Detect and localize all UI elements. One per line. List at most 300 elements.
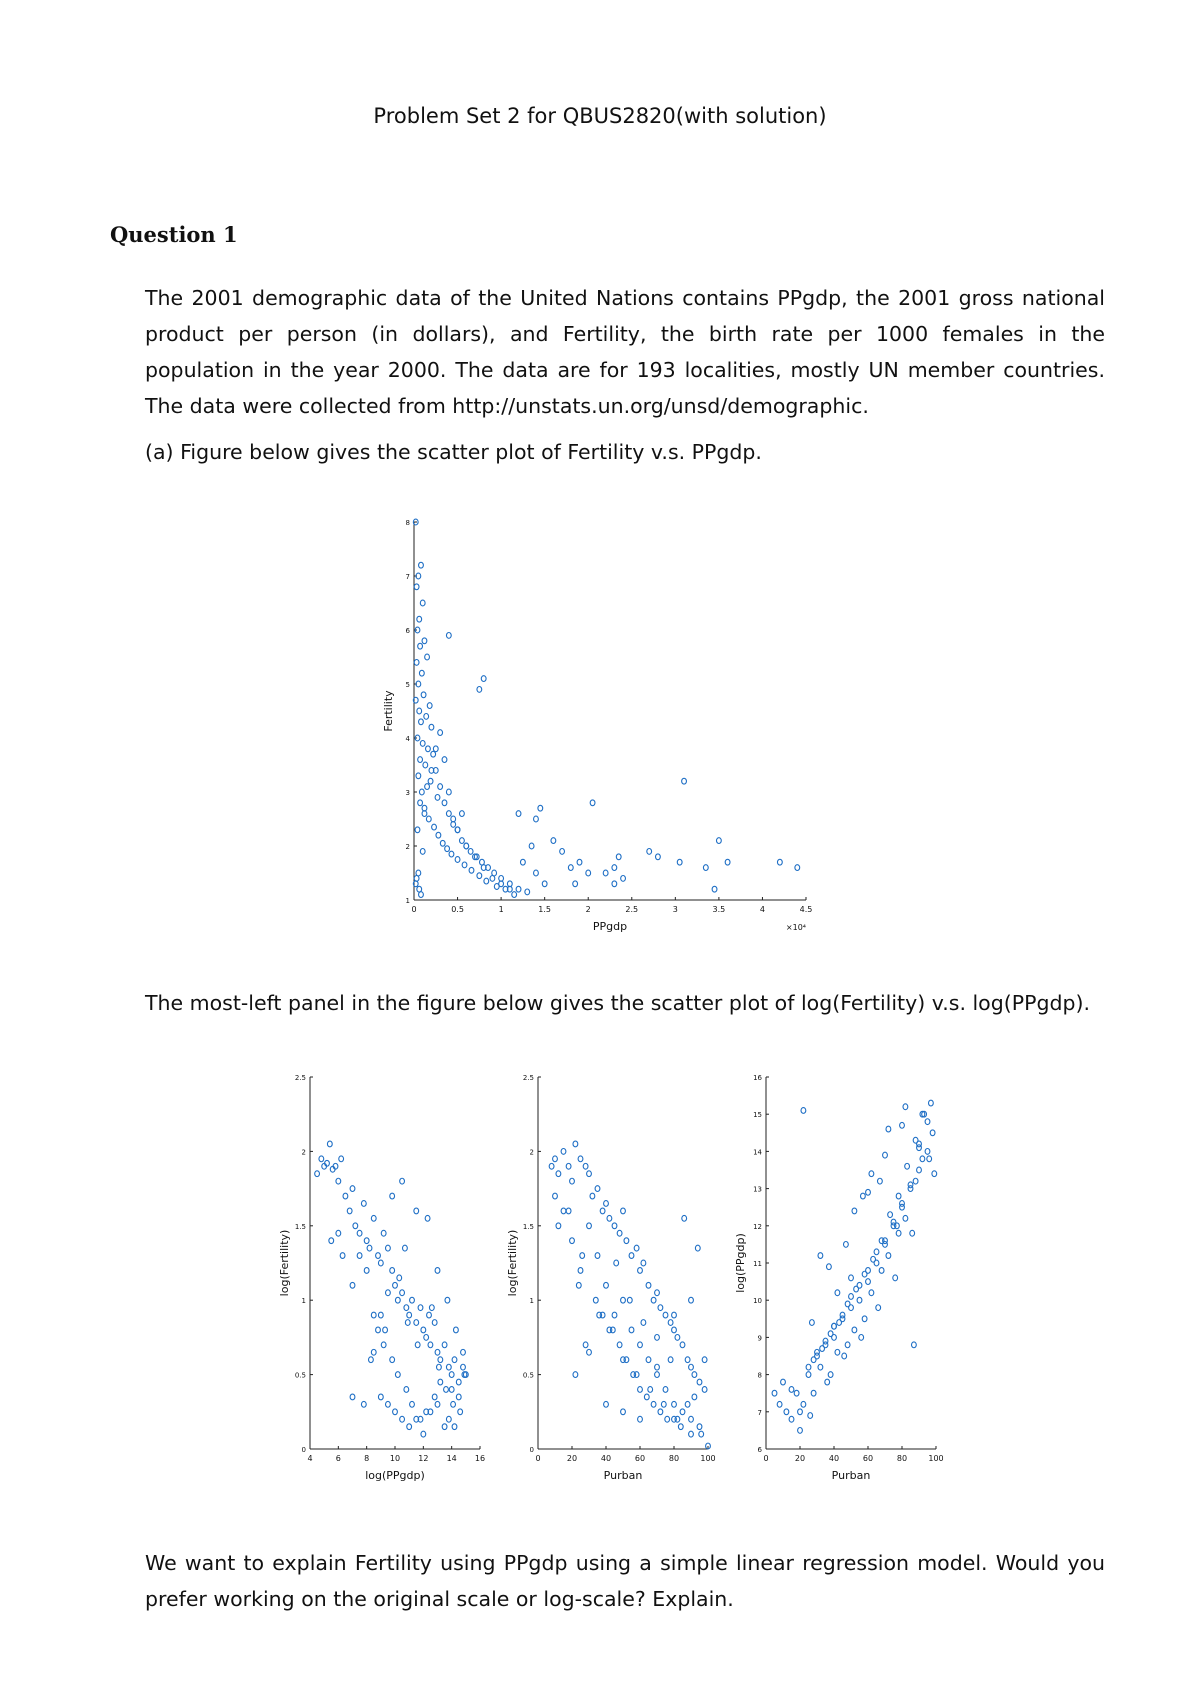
data-point bbox=[668, 1320, 673, 1326]
data-point bbox=[607, 1215, 612, 1221]
data-point bbox=[682, 1215, 687, 1221]
y-tick-label: 8 bbox=[757, 1371, 762, 1380]
data-point bbox=[336, 1230, 341, 1236]
data-point bbox=[806, 1372, 811, 1378]
data-point bbox=[801, 1401, 806, 1407]
data-point bbox=[566, 1163, 571, 1169]
data-point bbox=[419, 789, 424, 795]
data-point bbox=[403, 1245, 408, 1251]
data-point bbox=[400, 1178, 405, 1184]
data-point bbox=[587, 1223, 592, 1229]
data-point bbox=[930, 1130, 935, 1136]
data-point bbox=[481, 676, 486, 682]
data-point bbox=[361, 1401, 366, 1407]
data-point bbox=[876, 1305, 881, 1311]
data-point bbox=[364, 1268, 369, 1274]
data-point bbox=[578, 1156, 583, 1162]
y-tick-label: 6 bbox=[757, 1446, 762, 1454]
data-point bbox=[913, 1137, 918, 1143]
data-point bbox=[689, 1297, 694, 1303]
data-point bbox=[369, 1357, 374, 1363]
y-tick-label: 1.5 bbox=[522, 1222, 534, 1231]
data-point bbox=[456, 1394, 461, 1400]
data-point bbox=[692, 1394, 697, 1400]
data-point bbox=[390, 1268, 395, 1274]
data-point bbox=[849, 1294, 854, 1300]
data-point bbox=[438, 1357, 443, 1363]
data-point bbox=[886, 1126, 891, 1132]
data-point bbox=[446, 1416, 451, 1422]
fertility-vs-ppgdp-figure bbox=[380, 510, 820, 940]
data-point bbox=[438, 730, 443, 736]
data-point bbox=[675, 1335, 680, 1341]
data-point bbox=[624, 1357, 629, 1363]
data-point bbox=[446, 789, 451, 795]
data-point bbox=[343, 1193, 348, 1199]
data-point bbox=[658, 1305, 663, 1311]
data-point bbox=[784, 1409, 789, 1415]
data-point bbox=[883, 1152, 888, 1158]
data-point bbox=[672, 1327, 677, 1333]
data-point bbox=[651, 1401, 656, 1407]
data-point bbox=[404, 1305, 409, 1311]
data-point bbox=[436, 832, 441, 838]
y-tick-label: 12 bbox=[753, 1222, 762, 1231]
data-point bbox=[390, 1193, 395, 1199]
data-point bbox=[440, 840, 445, 846]
x-tick-label: 1 bbox=[498, 905, 504, 914]
data-point bbox=[460, 811, 465, 817]
data-point bbox=[378, 1260, 383, 1266]
data-point bbox=[420, 741, 425, 747]
data-point bbox=[419, 562, 424, 568]
data-point bbox=[538, 805, 543, 811]
data-point bbox=[426, 746, 431, 752]
data-point bbox=[845, 1342, 850, 1348]
data-point bbox=[621, 1409, 626, 1415]
data-point bbox=[386, 1245, 391, 1251]
data-point bbox=[464, 843, 469, 849]
data-point bbox=[573, 1372, 578, 1378]
closing-question-paragraph: We want to explain Fertility using PPgdp using a simple linear regression model. Would you prefer working on the original scale or log-scale? Explain. bbox=[145, 1551, 1105, 1611]
chart-0 bbox=[382, 519, 812, 933]
data-point bbox=[376, 1327, 381, 1333]
data-point bbox=[587, 1171, 592, 1177]
data-point bbox=[420, 849, 425, 855]
data-point bbox=[549, 1163, 554, 1169]
data-point bbox=[828, 1372, 833, 1378]
data-point bbox=[801, 1108, 806, 1114]
data-point bbox=[789, 1387, 794, 1393]
y-tick-label: 0.5 bbox=[522, 1371, 534, 1380]
data-point bbox=[451, 1401, 456, 1407]
data-point bbox=[656, 854, 661, 860]
data-point bbox=[542, 881, 547, 887]
x-tick-label: 0.5 bbox=[451, 905, 464, 914]
data-point bbox=[393, 1282, 398, 1288]
data-point bbox=[905, 1163, 910, 1169]
data-point bbox=[432, 1394, 437, 1400]
x-tick-label: 12 bbox=[418, 1454, 429, 1463]
data-point bbox=[378, 1394, 383, 1400]
x-tick-label: 3 bbox=[672, 905, 678, 914]
y-tick-label: 1 bbox=[301, 1297, 306, 1306]
data-point bbox=[419, 670, 424, 676]
data-point bbox=[468, 849, 473, 855]
data-point bbox=[815, 1349, 820, 1355]
data-point bbox=[429, 724, 434, 730]
data-point bbox=[689, 1431, 694, 1437]
data-point bbox=[661, 1401, 666, 1407]
data-point bbox=[896, 1193, 901, 1199]
data-point bbox=[560, 849, 565, 855]
data-point bbox=[350, 1394, 355, 1400]
data-point bbox=[689, 1364, 694, 1370]
x-tick-label: 4 bbox=[759, 905, 765, 914]
y-tick-label: 0 bbox=[301, 1446, 306, 1454]
data-point bbox=[426, 816, 431, 822]
data-point bbox=[777, 1401, 782, 1407]
data-point bbox=[663, 1387, 668, 1393]
data-point bbox=[668, 1357, 673, 1363]
data-point bbox=[861, 1193, 866, 1199]
x-tick-label: 16 bbox=[474, 1454, 486, 1463]
data-point bbox=[879, 1268, 884, 1274]
data-point bbox=[590, 800, 595, 806]
data-point bbox=[672, 1416, 677, 1422]
data-point bbox=[886, 1253, 891, 1259]
data-point bbox=[837, 1320, 842, 1326]
data-point bbox=[361, 1201, 366, 1207]
data-point bbox=[692, 1372, 697, 1378]
data-point bbox=[910, 1230, 915, 1236]
data-point bbox=[446, 811, 451, 817]
data-point bbox=[414, 1320, 419, 1326]
data-point bbox=[410, 1297, 415, 1303]
data-point bbox=[781, 1379, 786, 1385]
data-point bbox=[917, 1145, 922, 1151]
data-point bbox=[442, 757, 447, 763]
data-point bbox=[655, 1335, 660, 1341]
data-point bbox=[603, 870, 608, 876]
data-point bbox=[371, 1312, 376, 1318]
x-tick-label: 3.5 bbox=[712, 905, 726, 914]
y-tick-label: 2 bbox=[301, 1148, 306, 1157]
data-point bbox=[595, 1186, 600, 1192]
data-point bbox=[418, 800, 423, 806]
data-point bbox=[604, 1282, 609, 1288]
y-tick-label: 11 bbox=[753, 1260, 762, 1268]
data-point bbox=[672, 1312, 677, 1318]
data-point bbox=[417, 616, 422, 622]
data-point bbox=[428, 778, 433, 784]
data-point bbox=[422, 638, 427, 644]
data-point bbox=[556, 1223, 561, 1229]
y-tick-label: 13 bbox=[753, 1185, 762, 1194]
data-point bbox=[929, 1100, 934, 1106]
data-point bbox=[570, 1178, 575, 1184]
data-point bbox=[583, 1163, 588, 1169]
data-point bbox=[641, 1320, 646, 1326]
data-point bbox=[418, 757, 423, 763]
data-point bbox=[699, 1431, 704, 1437]
data-point bbox=[553, 1156, 558, 1162]
data-point bbox=[529, 843, 534, 849]
data-point bbox=[425, 1215, 430, 1221]
data-point bbox=[449, 851, 454, 857]
data-point bbox=[376, 1253, 381, 1259]
data-point bbox=[818, 1364, 823, 1370]
data-point bbox=[469, 867, 474, 873]
data-point bbox=[442, 1342, 447, 1348]
data-point bbox=[680, 1342, 685, 1348]
data-point bbox=[621, 1208, 626, 1214]
data-point bbox=[827, 1264, 832, 1270]
x-tick-label: 60 bbox=[862, 1454, 874, 1463]
data-point bbox=[400, 1416, 405, 1422]
data-point bbox=[418, 643, 423, 649]
data-point bbox=[638, 1342, 643, 1348]
data-point bbox=[917, 1167, 922, 1173]
data-point bbox=[672, 1401, 677, 1407]
data-point bbox=[811, 1390, 816, 1396]
data-point bbox=[871, 1256, 876, 1262]
data-point bbox=[920, 1156, 925, 1162]
x-axis-label: log(PPgdp) bbox=[365, 1469, 425, 1482]
data-point bbox=[577, 859, 582, 865]
data-point bbox=[367, 1245, 372, 1251]
y-tick-label: 2 bbox=[529, 1148, 534, 1157]
data-point bbox=[678, 1424, 683, 1430]
data-point bbox=[655, 1364, 660, 1370]
y-tick-label: 0 bbox=[529, 1446, 534, 1454]
x-tick-label: 6 bbox=[335, 1454, 341, 1463]
data-point bbox=[629, 1327, 634, 1333]
data-point bbox=[795, 865, 800, 871]
data-point bbox=[869, 1290, 874, 1296]
data-point bbox=[429, 1305, 434, 1311]
data-point bbox=[587, 1349, 592, 1355]
data-point bbox=[427, 703, 432, 709]
data-point bbox=[685, 1401, 690, 1407]
x-tick-label: 40 bbox=[600, 1454, 612, 1463]
data-point bbox=[869, 1171, 874, 1177]
y-tick-label: 4 bbox=[405, 735, 410, 743]
y-tick-label: 1 bbox=[405, 897, 410, 905]
page-title: Problem Set 2 for QBUS2820(with solution) bbox=[373, 104, 827, 128]
data-point bbox=[520, 859, 525, 865]
chart-3 bbox=[734, 1074, 944, 1482]
data-point bbox=[435, 795, 440, 801]
data-point bbox=[835, 1349, 840, 1355]
data-point bbox=[553, 1193, 558, 1199]
data-point bbox=[357, 1253, 362, 1259]
x-tick-label: 80 bbox=[896, 1454, 908, 1463]
data-point bbox=[452, 1424, 457, 1430]
data-point bbox=[888, 1212, 893, 1218]
data-point bbox=[438, 1379, 443, 1385]
data-point bbox=[808, 1413, 813, 1419]
data-point bbox=[900, 1201, 905, 1207]
data-point bbox=[415, 1342, 420, 1348]
data-point bbox=[716, 838, 721, 844]
data-point bbox=[612, 865, 617, 871]
x-tick-label: 100 bbox=[928, 1454, 944, 1463]
x-tick-label: 20 bbox=[566, 1454, 578, 1463]
data-point bbox=[534, 870, 539, 876]
y-tick-label: 9 bbox=[757, 1334, 762, 1343]
data-point bbox=[913, 1178, 918, 1184]
data-point bbox=[725, 859, 730, 865]
data-point bbox=[319, 1156, 324, 1162]
y-tick-label: 8 bbox=[405, 519, 410, 527]
part-a-paragraph: (a) Figure below gives the scatter plot of Fertility v.s. PPgdp. bbox=[145, 440, 762, 464]
data-point bbox=[419, 719, 424, 725]
data-point bbox=[347, 1208, 352, 1214]
data-point bbox=[844, 1242, 849, 1248]
x-multiplier-label: ×10⁴ bbox=[785, 923, 806, 932]
x-tick-label: 8 bbox=[364, 1454, 370, 1463]
x-tick-label: 0 bbox=[763, 1454, 769, 1463]
data-point bbox=[435, 1268, 440, 1274]
data-point bbox=[405, 1320, 410, 1326]
data-point bbox=[845, 1301, 850, 1307]
data-point bbox=[415, 827, 420, 833]
data-point bbox=[395, 1297, 400, 1303]
data-point bbox=[397, 1275, 402, 1281]
x-tick-label: 4.5 bbox=[799, 905, 813, 914]
data-point bbox=[327, 1141, 332, 1147]
data-point bbox=[419, 892, 424, 898]
x-tick-label: 0 bbox=[411, 905, 417, 914]
data-point bbox=[353, 1223, 358, 1229]
data-point bbox=[407, 1312, 412, 1318]
data-point bbox=[852, 1327, 857, 1333]
data-point bbox=[828, 1331, 833, 1337]
y-tick-label: 1 bbox=[529, 1297, 534, 1306]
data-point bbox=[456, 1379, 461, 1385]
data-point bbox=[712, 886, 717, 892]
data-point bbox=[878, 1178, 883, 1184]
data-point bbox=[446, 633, 451, 639]
y-tick-label: 6 bbox=[405, 627, 410, 635]
data-point bbox=[386, 1290, 391, 1296]
data-point bbox=[593, 1297, 598, 1303]
data-point bbox=[879, 1238, 884, 1244]
data-point bbox=[383, 1327, 388, 1333]
data-point bbox=[903, 1215, 908, 1221]
data-point bbox=[449, 1387, 454, 1393]
y-tick-label: 14 bbox=[753, 1148, 762, 1157]
data-point bbox=[862, 1271, 867, 1277]
chart-2 bbox=[506, 1074, 716, 1482]
data-point bbox=[410, 1401, 415, 1407]
data-point bbox=[912, 1342, 917, 1348]
data-point bbox=[561, 1149, 566, 1155]
data-point bbox=[462, 862, 467, 868]
data-point bbox=[431, 751, 436, 757]
data-point bbox=[404, 1387, 409, 1393]
data-point bbox=[576, 1282, 581, 1288]
data-point bbox=[583, 1342, 588, 1348]
data-point bbox=[612, 1312, 617, 1318]
data-point bbox=[896, 1230, 901, 1236]
data-point bbox=[400, 1290, 405, 1296]
data-point bbox=[435, 1401, 440, 1407]
data-point bbox=[927, 1156, 932, 1162]
data-point bbox=[437, 1364, 442, 1370]
data-point bbox=[647, 849, 652, 855]
x-tick-label: 20 bbox=[794, 1454, 806, 1463]
data-point bbox=[414, 1208, 419, 1214]
data-point bbox=[445, 846, 450, 852]
data-point bbox=[421, 1327, 426, 1333]
data-point bbox=[455, 827, 460, 833]
data-point bbox=[444, 1387, 449, 1393]
data-point bbox=[818, 1253, 823, 1259]
data-point bbox=[794, 1390, 799, 1396]
data-point bbox=[329, 1238, 334, 1244]
data-point bbox=[477, 873, 482, 879]
data-point bbox=[442, 1424, 447, 1430]
y-tick-label: 16 bbox=[753, 1074, 762, 1082]
data-point bbox=[573, 1141, 578, 1147]
data-point bbox=[315, 1171, 320, 1177]
data-point bbox=[840, 1312, 845, 1318]
data-point bbox=[651, 1297, 656, 1303]
chart-1 bbox=[278, 1074, 485, 1482]
x-tick-label: 10 bbox=[389, 1454, 401, 1463]
y-axis-label: log(PPgdp) bbox=[734, 1233, 747, 1293]
data-point bbox=[842, 1353, 847, 1359]
x-tick-label: 40 bbox=[828, 1454, 840, 1463]
y-tick-label: 5 bbox=[405, 681, 410, 689]
x-tick-label: 2 bbox=[585, 905, 591, 914]
y-axis-label: Fertility bbox=[382, 690, 395, 732]
data-point bbox=[534, 816, 539, 822]
data-point bbox=[381, 1230, 386, 1236]
data-point bbox=[825, 1379, 830, 1385]
data-point bbox=[854, 1286, 859, 1292]
data-point bbox=[393, 1409, 398, 1415]
data-point bbox=[461, 1364, 466, 1370]
data-point bbox=[604, 1401, 609, 1407]
data-point bbox=[621, 876, 626, 882]
y-tick-label: 2.5 bbox=[294, 1074, 306, 1082]
data-point bbox=[895, 1223, 900, 1229]
data-point bbox=[414, 660, 419, 666]
data-point bbox=[570, 1238, 575, 1244]
data-point bbox=[449, 1372, 454, 1378]
data-point bbox=[371, 1215, 376, 1221]
data-point bbox=[460, 838, 465, 844]
data-point bbox=[455, 857, 460, 863]
data-point bbox=[420, 600, 425, 606]
x-tick-label: 60 bbox=[634, 1454, 646, 1463]
data-point bbox=[364, 1238, 369, 1244]
data-point bbox=[903, 1104, 908, 1110]
data-point bbox=[835, 1290, 840, 1296]
data-point bbox=[395, 1372, 400, 1378]
data-point bbox=[525, 889, 530, 895]
y-tick-label: 1.5 bbox=[294, 1222, 306, 1231]
data-point bbox=[516, 811, 521, 817]
data-point bbox=[350, 1186, 355, 1192]
data-point bbox=[932, 1171, 937, 1177]
data-point bbox=[357, 1230, 362, 1236]
data-point bbox=[866, 1279, 871, 1285]
data-point bbox=[336, 1178, 341, 1184]
